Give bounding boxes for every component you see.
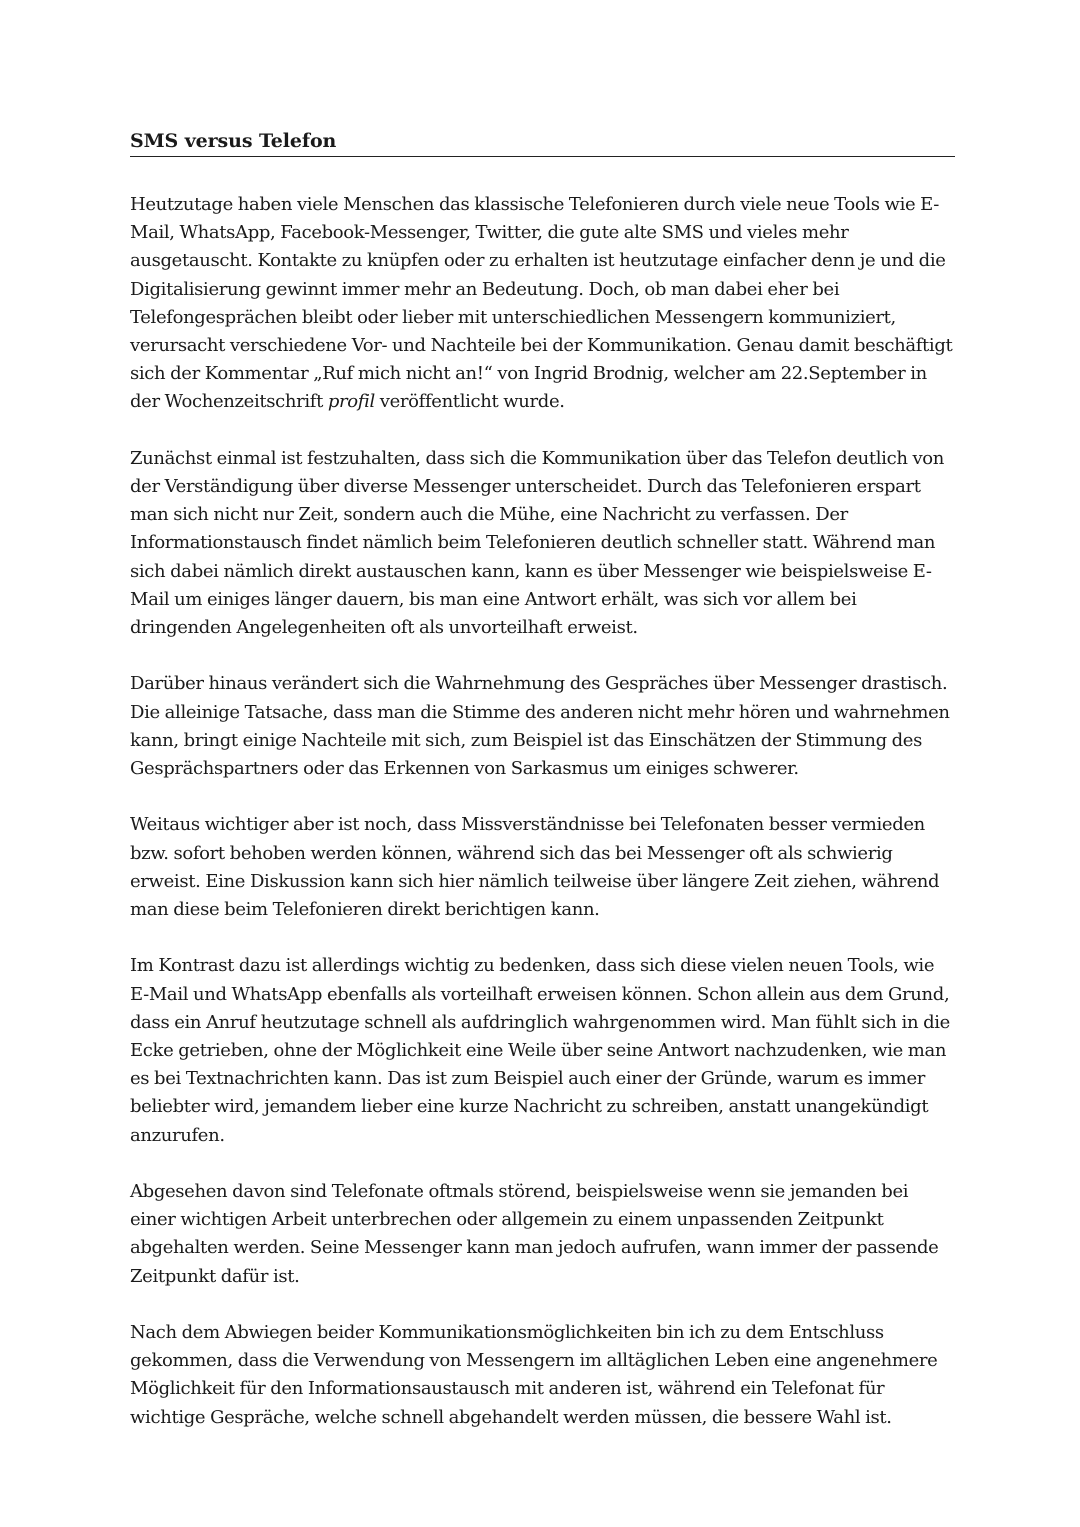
paragraph-telephone-advantages: Zunächst einmal ist festzuhalten, dass sich die Kommunikation über das Telefon deutlich von der Verständigung über diverse Messenger unterscheidet. Durch das Telefonieren erspart man sich nicht nur Zeit, sondern auch die Mühe, eine Nachricht zu verfassen. Der Informationstausch findet nämlich beim Telefonieren deutlich schneller statt. Während man sich dabei nämlich direkt austauschen kann, kann es über Messenger wie beispielsweise E-Mail um einiges länger dauern, bis man eine Antwort erhält, was sich vor allem bei dringenden Angelegenheiten oft als unvorteilhaft erweist. <box>130 447 944 639</box>
paragraph-perception: Darüber hinaus verändert sich die Wahrnehmung des Gespräches über Messenger drastisch. Die alleinige Tatsache, dass man die Stimme des anderen nicht mehr hören und wahrnehmen kann, bringt einige Nachteile mit sich, zum Beispiel ist das Einschätzen der Stimmung des Gesprächspartners oder das Erkennen von Sarkasmus um einiges schwerer. <box>130 673 950 780</box>
document-page <box>130 128 955 1460</box>
intro-text-part-2: veröffentlicht wurde. <box>374 391 565 413</box>
paragraph-misunderstandings: Weitaus wichtiger aber ist noch, dass Missverständnisse bei Telefonaten besser vermieden bzw. sofort behoben werden können, während sich das bei Messenger oft als schwierig erweist. Eine Diskussion kann sich hier nämlich teilweise über längere Zeit ziehen, während man diese beim Telefonieren direkt berichtigen kann. <box>130 814 940 921</box>
intro-text-part-1: Heutzutage haben viele Menschen das klassische Telefonieren durch viele neue Tools wie E-Mail, WhatsApp, Facebook-Messenger, Twitter, die gute alte SMS und vieles mehr ausgetauscht. Kontakte zu knüpfen oder zu erhalten ist heutzutage einfacher denn je und die Digitalisierung gewinnt immer mehr an Bedeutung. Doch, ob man dabei eher bei Telefongesprächen bleibt oder lieber mit unterschiedlichen Messengern kommuniziert, verursacht verschiedene Vor- und Nachteile bei der Kommunikation. Genau damit beschäftigt sich der Kommentar „Ruf mich nicht an!“ von Ingrid Brodnig, welcher am 22.September in der Wochenzeitschrift <box>130 194 953 413</box>
document-title: SMS versus Telefon <box>130 128 955 157</box>
paragraph-conclusion: Nach dem Abwiegen beider Kommunikationsmöglichkeiten bin ich zu dem Entschluss gekommen, dass die Verwendung von Messengern im alltäglichen Leben eine angenehmere Möglichkeit für den Informationsaustausch mit anderen ist, während ein Telefonat für wichtige Gespräche, welche schnell abgehandelt werden müssen, die bessere Wahl ist. <box>130 1322 938 1428</box>
document-body <box>130 191 955 1432</box>
paragraph-messenger-advantages: Im Kontrast dazu ist allerdings wichtig zu bedenken, dass sich diese vielen neuen Tools, wie E-Mail und WhatsApp ebenfalls als vorteilhaft erweisen können. Schon allein aus dem Grund, dass ein Anruf heutzutage schnell als aufdringlich wahrgenommen wird. Man fühlt sich in die Ecke getrieben, ohne der Möglichkeit eine Weile über seine Antwort nachzudenken, wie man es bei Textnachrichten kann. Das ist zum Beispiel auch einer der Gründe, warum es immer beliebter wird, jemandem lieber eine kurze Nachricht zu schreiben, anstatt unangekündigt anzurufen. <box>130 955 950 1146</box>
paragraph-disruption: Abgesehen davon sind Telefonate oftmals störend, beispielsweise wenn sie jemanden bei einer wichtigen Arbeit unterbrechen oder allgemein zu einem unpassenden Zeitpunkt abgehalten werden. Seine Messenger kann man jedoch aufrufen, wann immer der passende Zeitpunkt dafür ist. <box>130 1181 939 1287</box>
magazine-name: profil <box>327 391 375 413</box>
paragraph-introduction <box>130 191 955 417</box>
